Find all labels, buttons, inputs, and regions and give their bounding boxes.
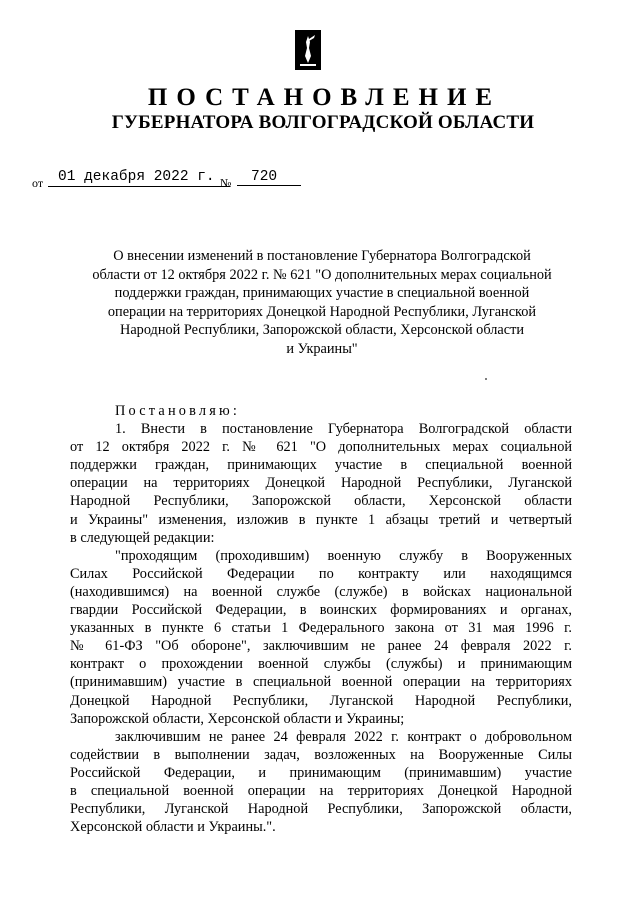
body-line: контракт о прохождении военной службы (службы) и принимающим	[70, 656, 572, 673]
subject-line: операции на территориях Донецкой Народной Республики, Луганской	[107, 303, 537, 320]
document-date: 01 декабря 2022 г.	[48, 168, 230, 187]
emblem-graphic	[295, 30, 321, 70]
document-subtitle: ГУБЕРНАТОРА ВОЛГОГРАДСКОЙ ОБЛАСТИ	[111, 112, 535, 133]
body-line: Народной Республики, Запорожской области, Херсонской области	[70, 493, 572, 510]
body-line: Донецкой Народной Республики, Луганской Народной Республики,	[70, 692, 572, 709]
body-line: заключившим не ранее 24 февраля 2022 г. контракт о добровольном	[115, 728, 572, 745]
body-line: Херсонской области и Украины.".	[70, 819, 276, 836]
body-line: указанных в пункте 6 статьи 1 Федерального закона от 31 мая 1996 г.	[70, 620, 572, 637]
body-line: (принимавшим) участие в специальной военной операции на территориях	[70, 674, 572, 691]
body-line: в следующей редакции:	[70, 529, 215, 546]
document-subject	[60, 247, 584, 358]
body-line: от 12 октября 2022 г. № 621 "О дополнительных мерах социальной	[70, 439, 572, 456]
body-line: "проходящим (проходившим) военную службу в Вооруженных	[115, 547, 572, 564]
body-line: в специальной военной операции на территориях Донецкой Народной	[70, 782, 572, 799]
body-line: Республики, Луганской Народной Республики, Запорожской области,	[70, 801, 572, 818]
body-line: 1. Внести в постановление Губернатора Волгоградской области	[115, 421, 572, 438]
body-line: Российской Федерации, и принимающим (принимавшим) участие	[70, 764, 572, 781]
subject-line: и Украины"	[286, 340, 358, 357]
number-label: №	[220, 176, 232, 190]
body-line: Силах Российской Федерации по контракту или находящимся	[70, 565, 572, 582]
document-body	[70, 402, 572, 836]
body-line: поддержки граждан, принимающих участие в специальной военной	[70, 457, 572, 474]
scan-speck	[485, 378, 487, 380]
body-line: и Украины" изменения, изложив в пункте 1 абзацы третий и четвертый	[70, 511, 572, 528]
subject-line: Народной Республики, Запорожской области, Херсонской области	[120, 322, 524, 338]
subject-line: поддержки граждан, принимающих участие в специальной военной	[114, 285, 530, 301]
document-title: ПОСТАНОВЛЕНИЕ	[147, 84, 502, 111]
body-line: гвардии Российской Федерации, в воинских формированиях и органах,	[70, 602, 572, 619]
volgograd-emblem-icon	[295, 30, 321, 70]
body-line: операции на территориях Донецкой Народной Республики, Луганской	[70, 475, 572, 492]
resolve-heading: Постановляю:	[115, 403, 241, 419]
body-line: Запорожской области, Херсонской области и Украины;	[70, 710, 405, 727]
document-number: 720	[237, 168, 301, 186]
body-line: № 61-ФЗ "Об обороне", заключившим не ранее 24 февраля 2022 г.	[70, 638, 572, 655]
from-label: от	[32, 176, 44, 190]
body-line: (находившимся) на военной службе (службе) в войсках национальной	[70, 583, 572, 600]
subject-line: области от 12 октября 2022 г. № 621 "О дополнительных мерах социальной	[92, 266, 552, 283]
subject-line: О внесении изменений в постановление Губернатора Волгоградской	[113, 248, 531, 264]
body-line: содействии в выполнении задач, возложенных на Вооруженные Силы	[70, 746, 572, 763]
